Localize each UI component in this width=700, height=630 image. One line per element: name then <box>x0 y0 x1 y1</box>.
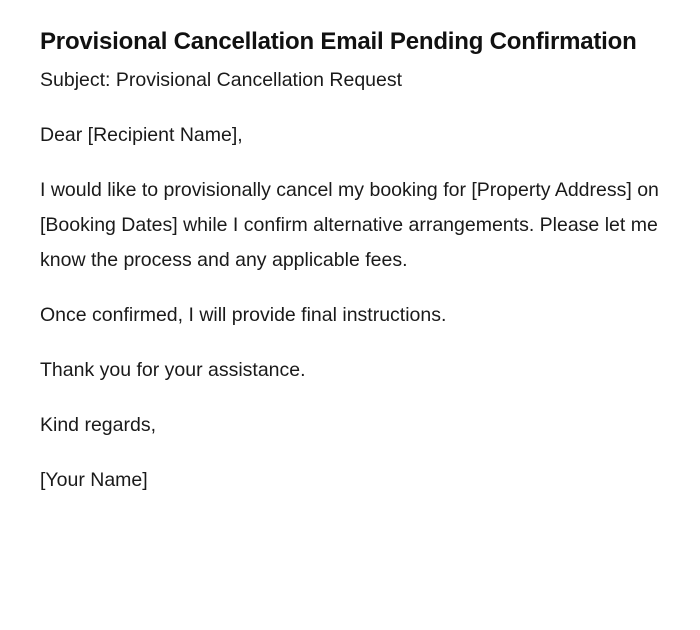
email-closing: Kind regards, <box>40 414 156 436</box>
document-title: Provisional Cancellation Email Pending Confirmation <box>40 28 637 55</box>
email-signature-name: [Your Name] <box>40 469 148 491</box>
email-template-document <box>40 20 660 498</box>
email-followup-note: Once confirmed, I will provide final instructions. <box>40 304 447 326</box>
email-body-paragraph: I would like to provisionally cancel my booking for [Property Address] on [Booking Dates] while I confirm alternative arrangements. Please let me know the process and any applicable fees. <box>40 179 659 271</box>
email-thanks-line: Thank you for your assistance. <box>40 359 306 381</box>
email-subject-line: Subject: Provisional Cancellation Request <box>40 69 403 91</box>
email-greeting: Dear [Recipient Name], <box>40 124 243 146</box>
